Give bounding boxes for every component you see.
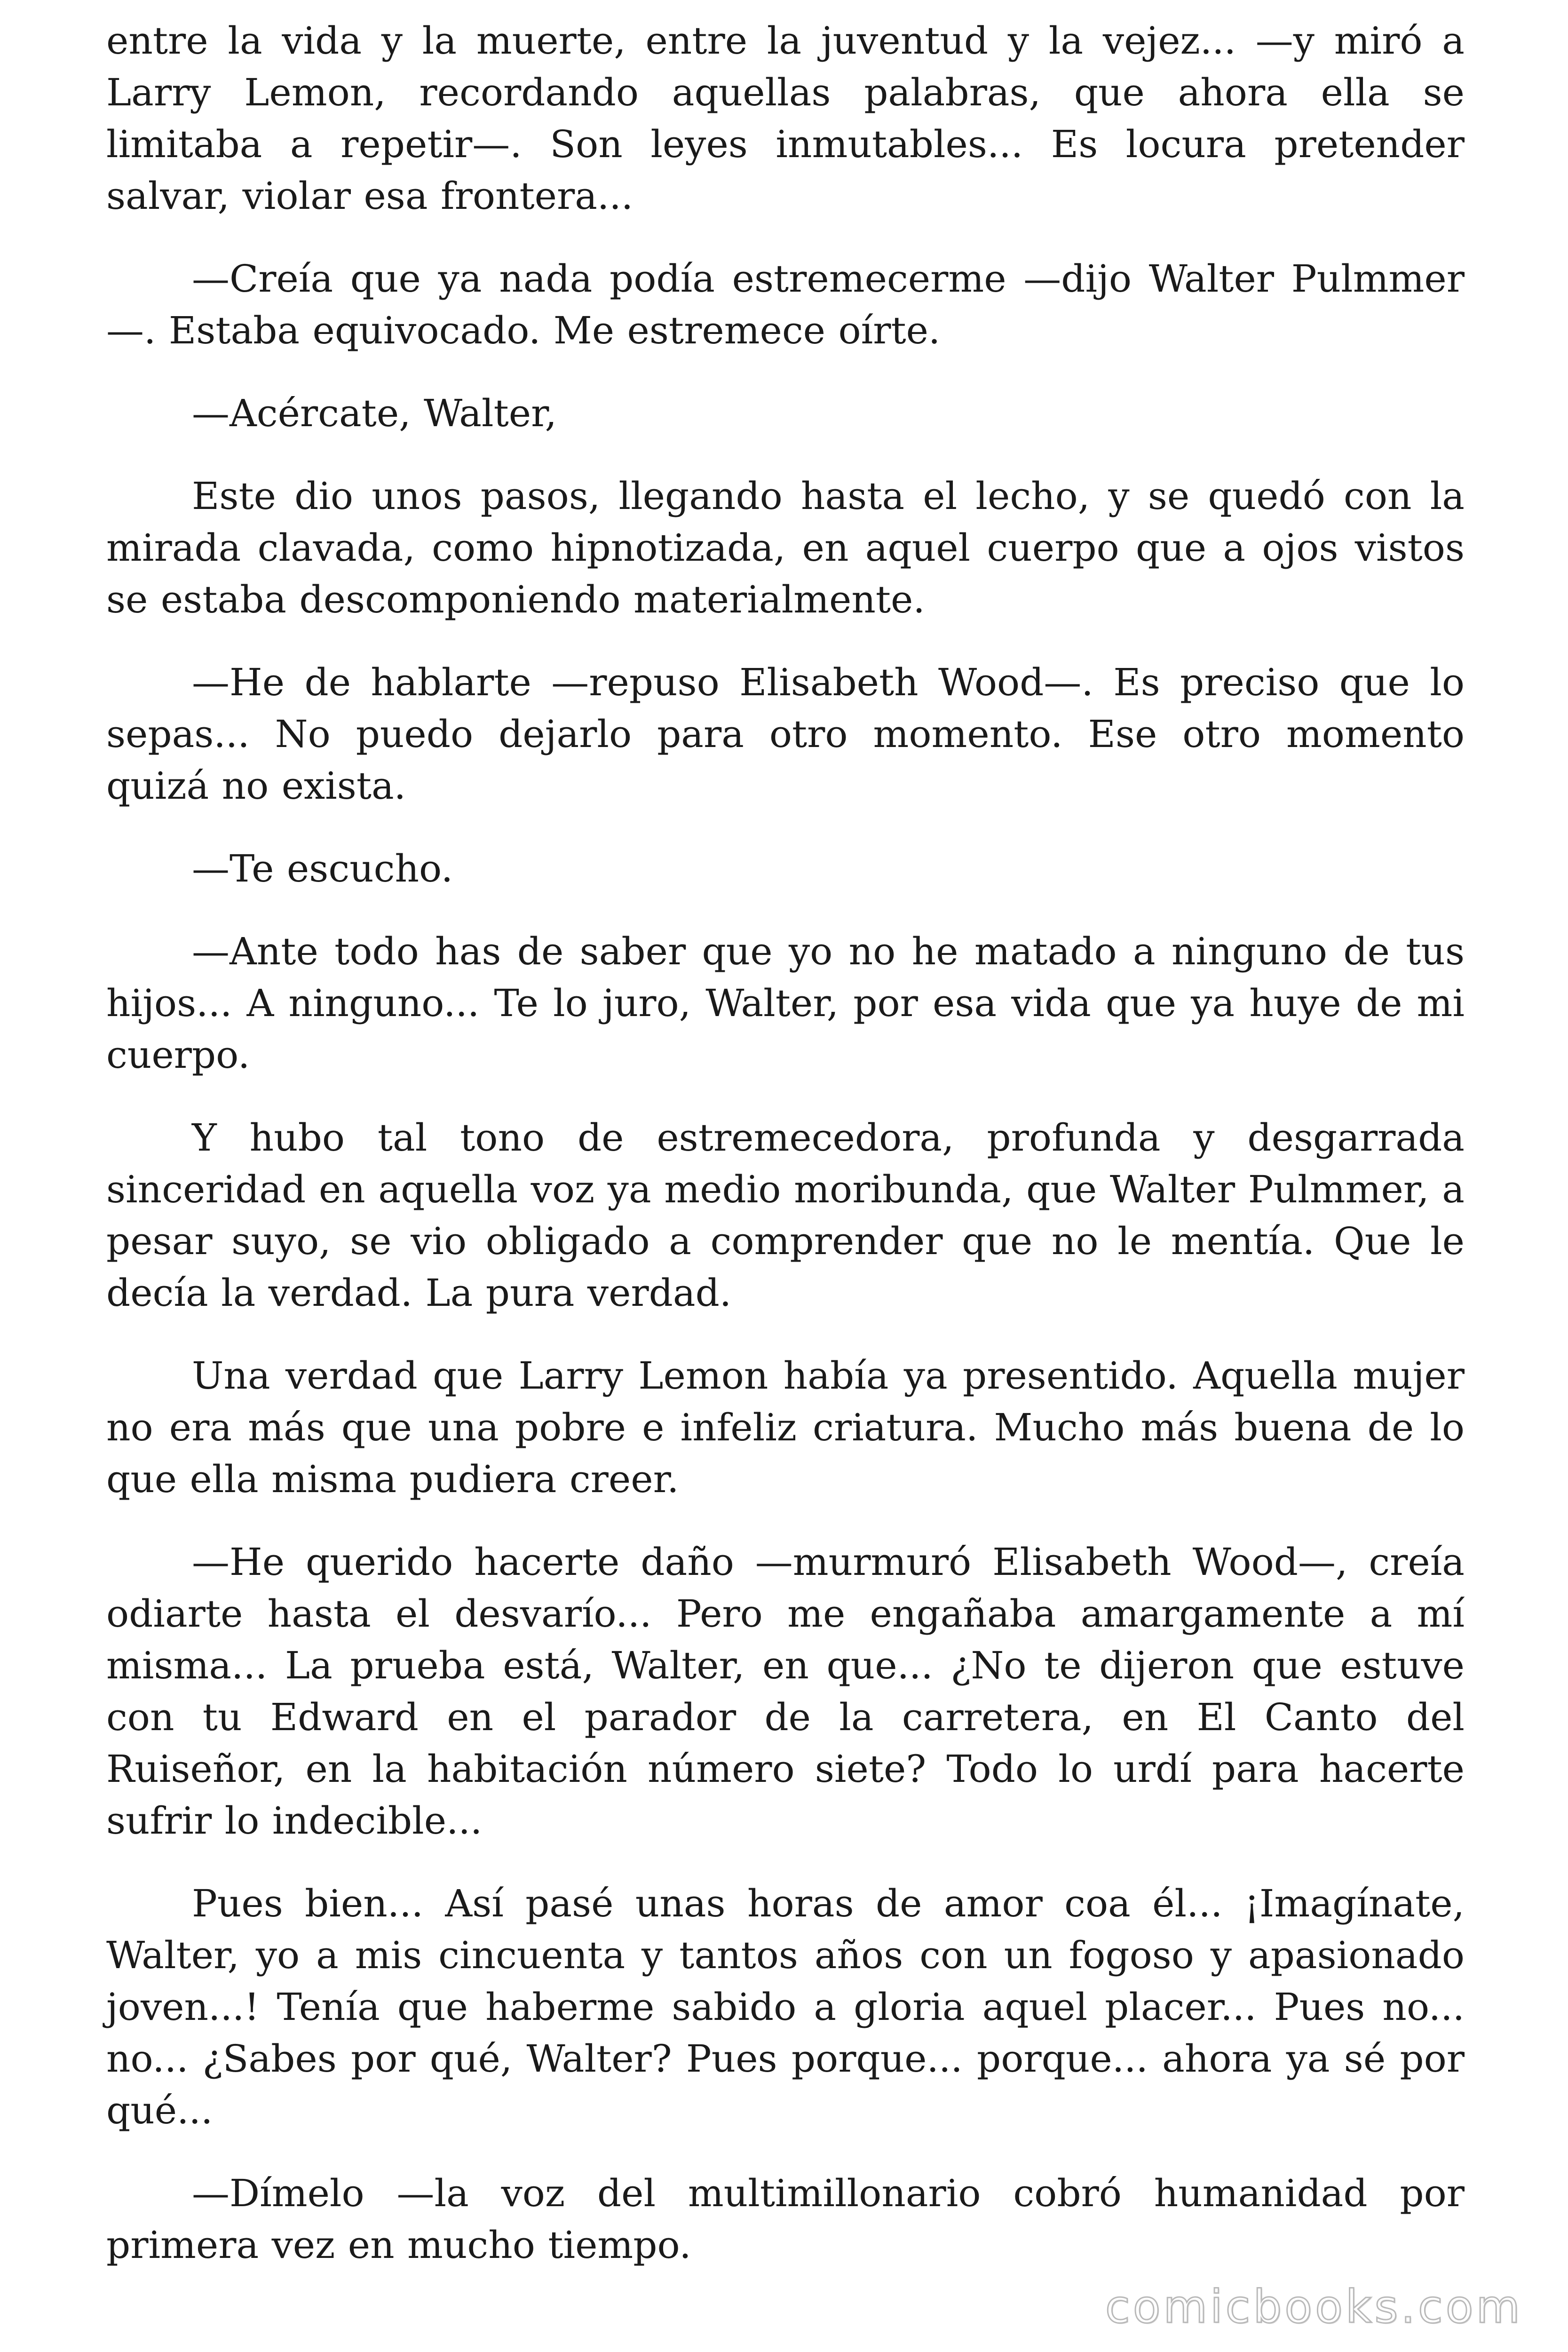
paragraph: —Creía que ya nada podía estremecerme —dijo Walter Pulmmer —. Estaba equivocado. Me estremece oírte. [106, 257, 1465, 352]
paragraph: —Acércate, Walter, [192, 391, 557, 435]
paragraph: entre la vida y la muerte, entre la juventud y la vejez... —y miró a Larry Lemon, recordando aquellas palabras, que ahora ella se limitaba a repetir—. Son leyes inmutables... Es locura pretender salvar, violar esa frontera... [106, 19, 1465, 218]
paragraph: —He de hablarte —repuso Elisabeth Wood—. Es preciso que lo sepas... No puedo dejarlo para otro momento. Ese otro momento quizá no exista. [106, 660, 1465, 808]
paragraph: —He querido hacerte daño —murmuró Elisabeth Wood—, creía odiarte hasta el desvarío... Pero me engañaba amargamente a mí misma... La prueba está, Walter, en que... ¿No te dijeron que estuve con tu Edward en el parador de la carretera, en El Canto del Ruiseñor, en la habitación número siete? Todo lo urdí para hacerte sufrir lo indecible... [106, 1540, 1465, 1843]
watermark: comicbooks.com [1105, 2280, 1523, 2333]
paragraph: Una verdad que Larry Lemon había ya presentido. Aquella mujer no era más que una pobre e infeliz criatura. Mucho más buena de lo que ella misma pudiera creer. [106, 1354, 1465, 1501]
paragraph: Pues bien... Así pasé unas horas de amor coa él... ¡Imagínate, Walter, yo a mis cincuenta y tantos años con un fogoso y apasionado joven...! Tenía que haberme sabido a gloria aquel placer... Pues no... no... ¿Sabes por qué, Walter? Pues porque... porque... ahora ya sé por qué... [106, 1882, 1465, 2132]
paragraph: Y hubo tal tono de estremecedora, profunda y desgarrada sinceridad en aquella voz ya medio moribunda, que Walter Pulmmer, a pesar suyo, se vio obligado a comprender que no le mentía. Que le decía la verdad. La pura verdad. [106, 1116, 1465, 1315]
paragraph: Este dio unos pasos, llegando hasta el lecho, y se quedó con la mirada clavada, como hipnotizada, en aquel cuerpo que a ojos vistos se estaba descomponiendo materialmente. [106, 474, 1465, 621]
paragraph: —Te escucho. [192, 847, 453, 890]
paragraph: —Dímelo —la voz del multimillonario cobró humanidad por primera vez en mucho tiempo. [106, 2171, 1465, 2267]
page-text [106, 15, 1465, 2302]
paragraph: —Ante todo has de saber que yo no he matado a ninguno de tus hijos... A ninguno... Te lo juro, Walter, por esa vida que ya huye de mi cuerpo. [106, 930, 1465, 1077]
